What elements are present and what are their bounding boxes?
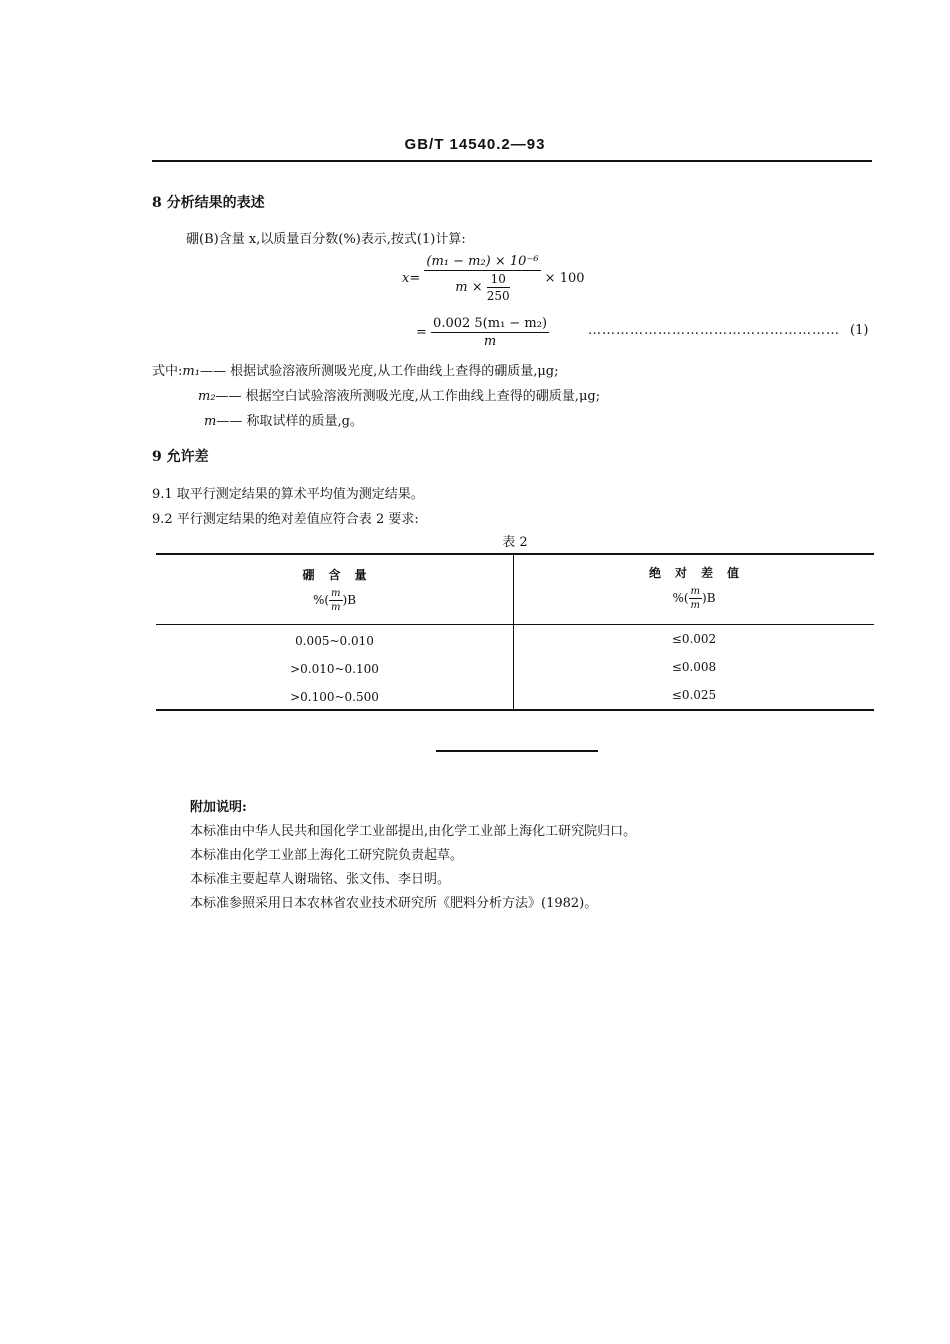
table-cell-difference: ≤0.002: [671, 632, 717, 646]
table-cell-difference: ≤0.008: [671, 660, 717, 674]
table-cell-difference: ≤0.025: [671, 688, 717, 702]
notes-line: 本标准由中华人民共和国化学工业部提出,由化学工业部上海化工研究院归口。: [190, 824, 637, 839]
end-rule: [436, 750, 598, 752]
formula-times-100: × 100: [544, 271, 585, 286]
table-bottom-rule: [156, 709, 874, 711]
formula-eq2: =: [416, 325, 427, 340]
unit-num: m: [331, 588, 341, 599]
section-9-title: 9 允许差: [152, 449, 209, 465]
where-m1: [152, 360, 559, 379]
table-cell-range: >0.010~0.100: [290, 662, 379, 676]
notes-title: 附加说明:: [190, 800, 247, 815]
formula-numerator-2: 0.002 5(m₁ − m₂): [433, 316, 548, 331]
formula-inner-num: 10: [487, 272, 510, 288]
section-9-1: 9.1 取平行测定结果的算术平均值为测定结果。: [152, 487, 424, 502]
unit-den: m: [331, 602, 341, 613]
table-header-boron: 硼含量: [302, 568, 381, 582]
section-8-title: 8 分析结果的表述: [152, 195, 265, 211]
header-rule: [152, 160, 872, 162]
table-header-difference: 绝对差值: [648, 566, 753, 580]
notes-line: 本标准主要起草人谢瑞铭、张文伟、李日明。: [190, 872, 451, 887]
where-m: [204, 410, 363, 429]
unit-pre: %(: [672, 591, 689, 605]
unit-post: )B: [702, 591, 716, 605]
standard-number: GB/T 14540.2—93: [404, 136, 546, 153]
where-m1-symbol: m₁: [182, 364, 200, 379]
formula-2: [416, 316, 549, 349]
table-cell-range: >0.100~0.500: [290, 690, 379, 704]
formula-fraction-2: [431, 316, 549, 349]
notes-line: 本标准参照采用日本农林省农业技术研究所《肥料分析方法》(1982)。: [190, 896, 598, 911]
table-header-boron-unit: [156, 588, 513, 613]
unit-fraction: [689, 586, 702, 611]
formula-numerator-1: (m₁ − m₂) × 10⁻⁶: [426, 254, 539, 269]
where-m1-text: —— 根据试验溶液所测吸光度,从工作曲线上查得的硼质量,μg;: [199, 364, 559, 379]
table-top-rule: [156, 553, 874, 555]
formula-denominator-1: [424, 271, 540, 303]
table-header-difference-unit: [514, 586, 874, 611]
formula-fraction-1: [424, 254, 540, 303]
table-caption: 表 2: [502, 535, 528, 550]
formula-leader-dots: ………………………………………………: [588, 323, 840, 338]
where-m-text: —— 称取试样的质量,g。: [216, 414, 363, 429]
unit-num: m: [690, 586, 701, 597]
section-8-intro: 硼(B)含量 x,以质量百分数(%)表示,按式(1)计算:: [186, 232, 466, 247]
formula-label: (1): [850, 323, 869, 338]
where-m2-text: —— 根据空白试验溶液所测吸光度,从工作曲线上查得的硼质量,μg;: [215, 389, 601, 404]
unit-den: m: [690, 600, 701, 611]
section-9-2: 9.2 平行测定结果的绝对差值应符合表 2 要求:: [152, 512, 419, 527]
table-cell-range: 0.005~0.010: [295, 634, 374, 648]
formula-inner-fraction: [487, 272, 510, 303]
formula-1: [402, 254, 585, 303]
formula-den-m: m ×: [455, 280, 483, 295]
formula-lhs: x=: [402, 271, 421, 286]
where-m-symbol: m: [204, 414, 217, 429]
unit-pre: %(: [312, 593, 330, 607]
formula-denominator-2: m: [483, 334, 497, 349]
formula-inner-den: 250: [486, 289, 510, 303]
unit-fraction: [329, 588, 342, 613]
where-m2: [198, 385, 600, 404]
unit-post: )B: [342, 593, 357, 607]
table-header-rule: [156, 624, 874, 625]
where-m2-symbol: m₂: [198, 389, 216, 404]
where-lead: 式中:: [152, 364, 183, 379]
notes-line: 本标准由化学工业部上海化工研究院负责起草。: [190, 848, 464, 863]
